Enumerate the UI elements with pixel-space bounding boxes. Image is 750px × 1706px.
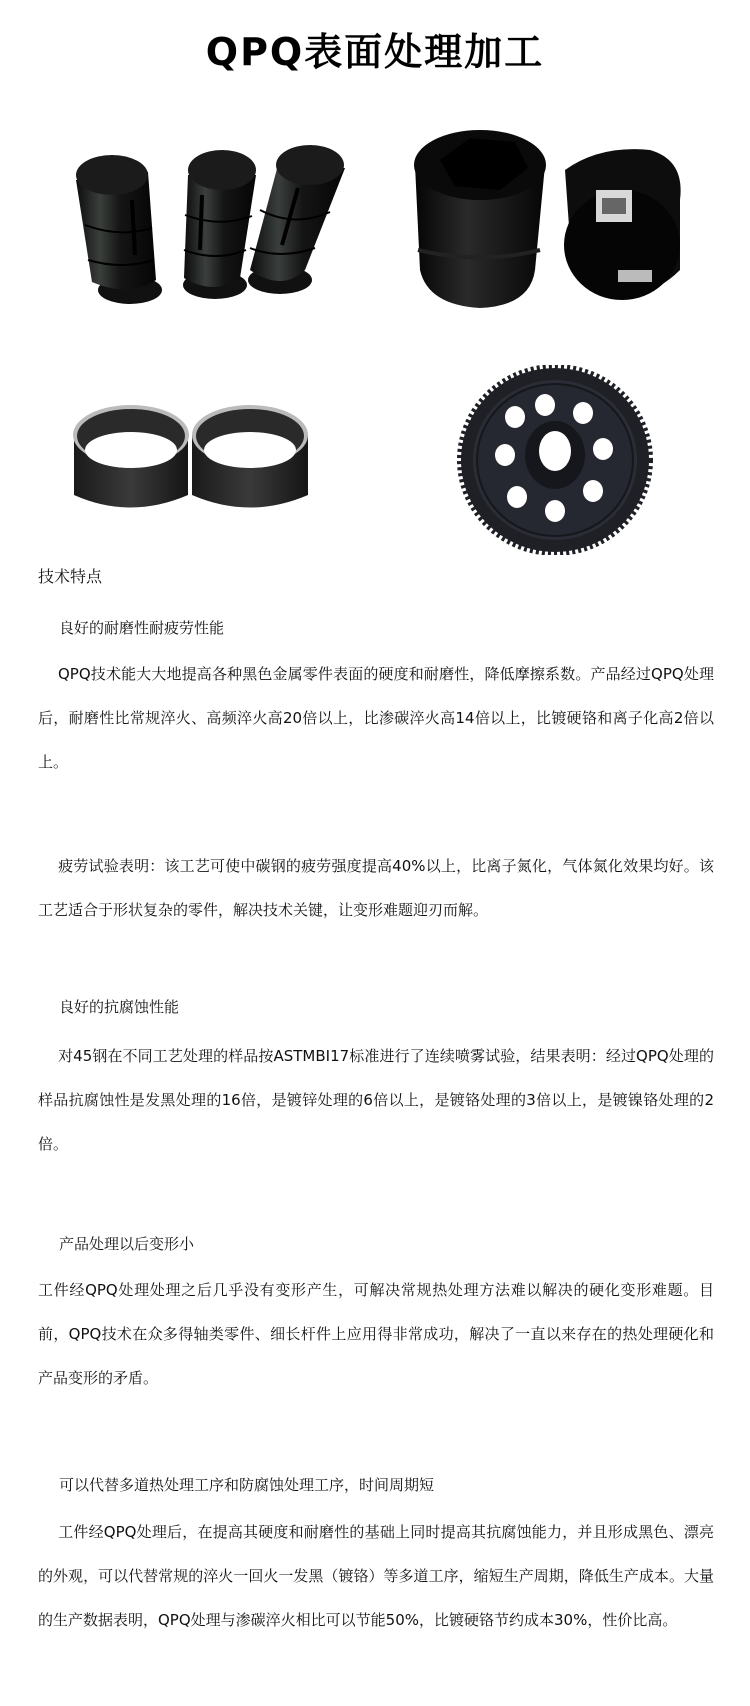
paragraph: [38, 652, 714, 784]
section-heading: 良好的抗腐蚀性能: [59, 998, 180, 1016]
paragraph: [38, 1510, 714, 1642]
black-ring-gears-photo: [60, 390, 330, 530]
paragraph-text: 对45钢在不同工艺处理的样品按ASTMBI17标准进行了连续喷雾试验，结果表明：经过QPQ处理的样品抗腐蚀性是发黑处理的16倍，是镀锌处理的6倍以上，是镀铬处理的3倍以上，是镀镍铬处理的2倍。: [38, 1047, 714, 1153]
section-title: 技术特点: [38, 567, 103, 586]
paragraph-text: QPQ技术能大大地提高各种黑色金属零件表面的硬度和耐磨性，降低摩擦系数。产品经过QPQ处理后，耐磨性比常规淬火、高频淬火高20倍以上，比渗碳淬火高14倍以上，比镀硬铬和离子化高2倍以上。: [38, 665, 714, 771]
paragraph-text: 疲劳试验表明：该工艺可使中碳钢的疲劳强度提高40%以上，比离子氮化，气体氮化效果均好。该工艺适合于形状复杂的零件，解决技术关键，让变形难题迎刃而解。: [38, 857, 714, 919]
black-sockets-photo: [400, 120, 700, 320]
black-cylinder-sleeves-photo: [60, 120, 360, 320]
paragraph: [38, 1034, 714, 1166]
paragraph-text: 工件经QPQ处理后，在提高其硬度和耐磨性的基础上同时提高其抗腐蚀能力，并且形成黑色、漂亮的外观，可以代替常规的淬火一回火一发黑（镀铬）等多道工序，缩短生产周期，降低生产成本。大量的生产数据表明，QPQ处理与渗碳淬火相比可以节能50%，比镀硬铬节约成本30%，性价比高。: [38, 1523, 714, 1629]
paragraph: [38, 844, 714, 932]
black-spur-gear-photo: [455, 365, 655, 555]
paragraph: [38, 1268, 714, 1400]
page-title: QPQ表面处理加工: [205, 30, 545, 74]
paragraph-text: 工件经QPQ处理处理之后几乎没有变形产生，可解决常规热处理方法难以解决的硬化变形难题。目前，QPQ技术在众多得轴类零件、细长杆件上应用得非常成功，解决了一直以来存在的热处理硬化和产品变形的矛盾。: [38, 1281, 714, 1387]
section-heading: 可以代替多道热处理工序和防腐蚀处理工序，时间周期短: [59, 1476, 435, 1494]
section-heading: 产品处理以后变形小: [59, 1235, 195, 1253]
section-heading: 良好的耐磨性耐疲劳性能: [59, 619, 225, 637]
